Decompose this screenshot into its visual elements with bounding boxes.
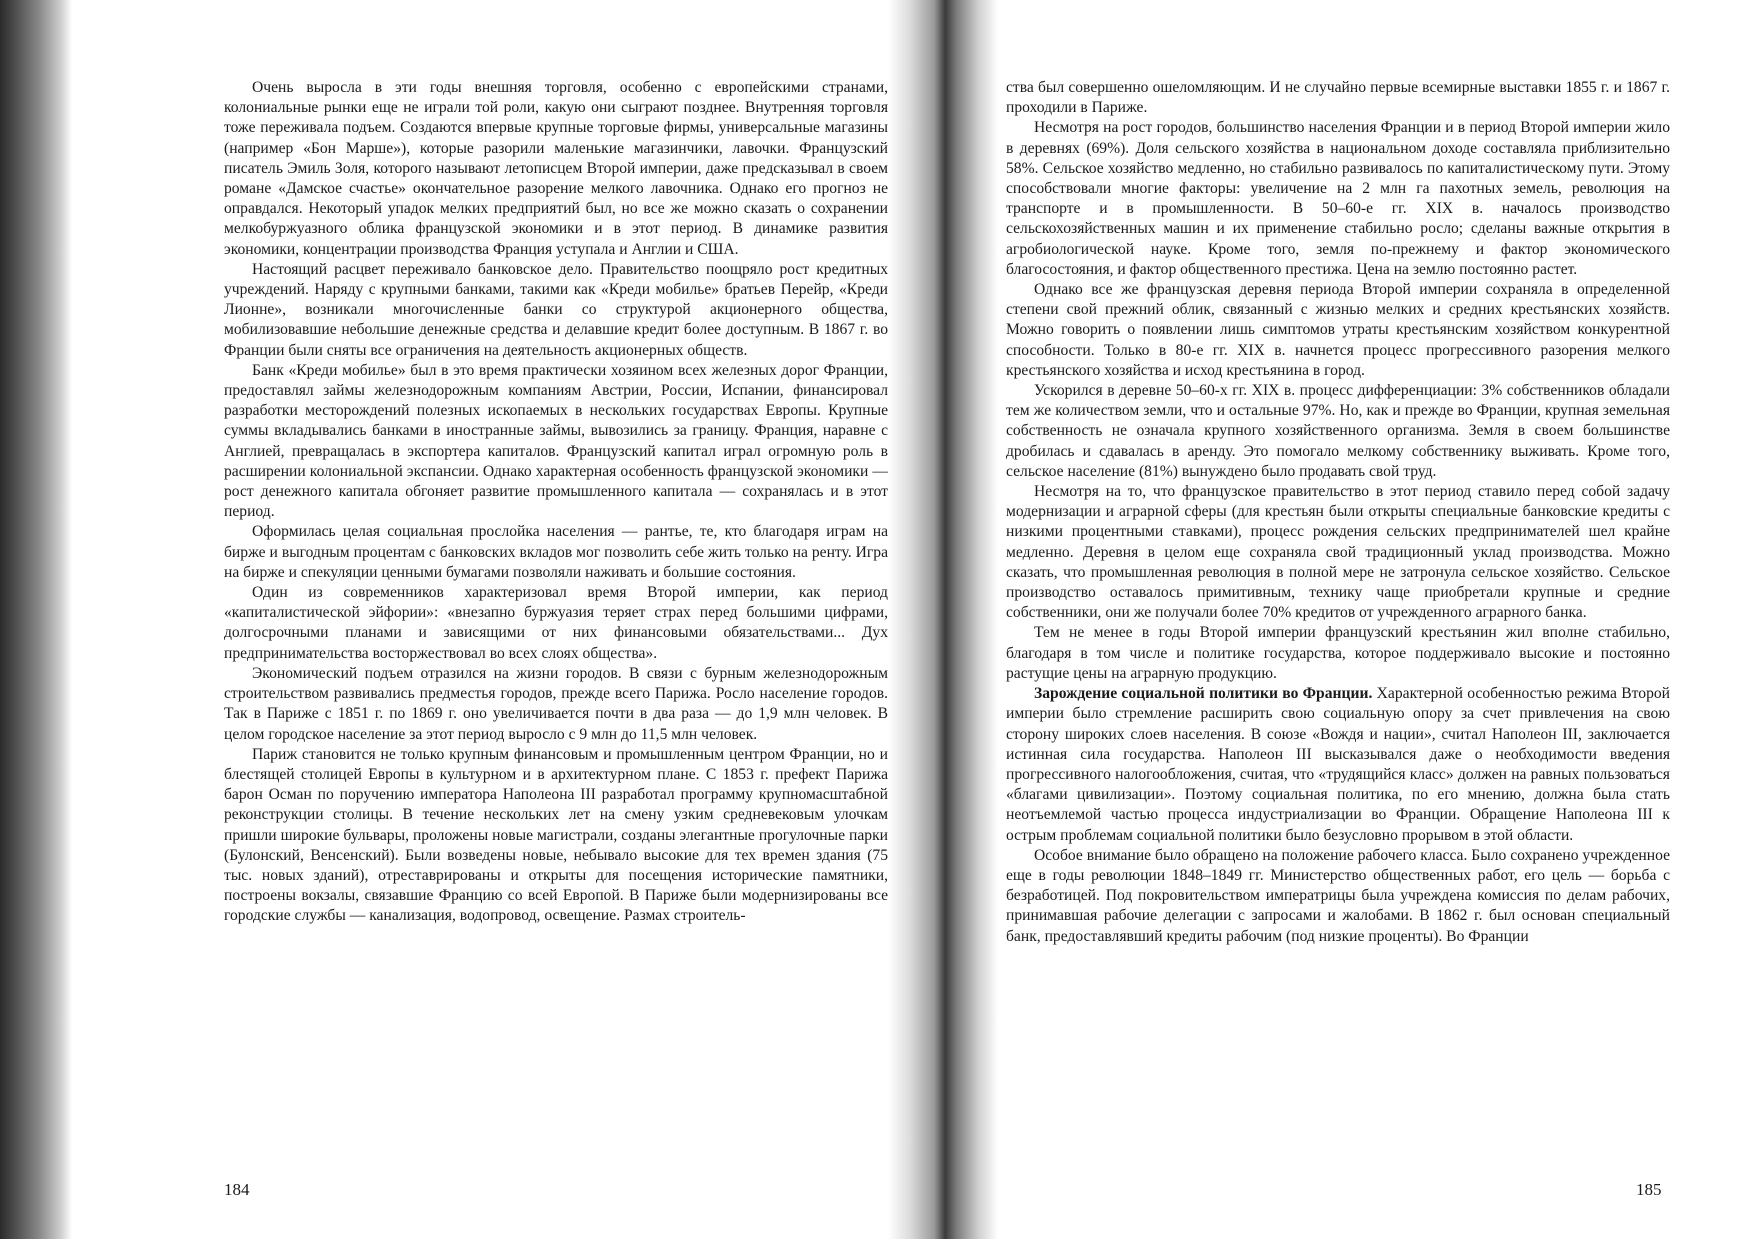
right-page (1006, 78, 1670, 947)
section-paragraph (1006, 684, 1670, 846)
paragraph: Тем не менее в годы Второй империи французский крестьянин жил вполне стабильно, благодаря в том числе и политике государства, которое поддерживало высокие и постоянно растущие цены на аграрную продукцию. (1006, 624, 1670, 682)
paragraph: Ускорился в деревне 50–60-х гг. XIX в. процесс дифференциации: 3% собственников обладали тем же количеством земли, что и остальные 97%. Но, как и прежде во Франции, крупная земельная собственность не означала крупного хозяйственного организма. Земля в своем большинстве дробилась и сдавалась в аренду. Это помогало мелкому собственнику выживать. Кроме того, сельское население (81%) вынуждено было продавать свой труд. (1006, 382, 1670, 480)
paragraph: Особое внимание было обращено на положение рабочего класса. Было сохранено учрежденное еще в годы революции 1848–1849 гг. Министерство общественных работ, его цель — борьба с безработицей. Под покровительством императрицы была учреждена комиссия по делам рабочих, принимавшая рабочие делегации с запросами и жалобами. В 1862 г. был основан специальный банк, предоставлявший кредиты рабочим (под низкие проценты). Во Франции (1006, 846, 1670, 945)
book-gutter (888, 0, 998, 1239)
paragraph: Банк «Креди мобилье» был в это время практически хозяином всех железных дорог Франции, предоставлял займы железнодорожным компаниям Австрии, России, Испании, финансировал разработки месторождений полезных ископаемых в нескольких государствах Европы. Крупные суммы вкладывались банками в иностранные займы, вывозились за границу. Франция, наравне с Англией, превращалась в экспортера капиталов. Французский капитал играл огромную роль в расширении колониальной экспансии. Однако характерная особенность французской экономики — рост денежного капитала обгоняет развитие промышленного капитала — сохранялась и в этот период. (224, 361, 888, 521)
left-page (224, 78, 888, 927)
paragraph: Один из современников характеризовал время Второй империи, как период «капиталистической эйфории»: «внезапно буржуазия теряет страх перед большими цифрами, долгосрочными планами и зависящими от них финансовыми обязательствами... Дух предпринимательства восторжествовал во всех слоях общества». (224, 584, 888, 662)
paragraph: Несмотря на то, что французское правительство в этот период ставило перед собой задачу модернизации и аграрной сферы (для крестьян были открыты специальные банковские кредиты с низкими процентными ставками), процесс рождения сельских предпринимателей шел крайне медленно. Деревня в целом еще сохраняла свой традиционный уклад производства. Можно сказать, что промышленная революция в полной мере не затронула сельское хозяйство. Сельское производство оставалось примитивным, технику чаще приобретали крупные и средние собственники, они же получали более 70% кредитов от учрежденного аграрного банка. (1006, 483, 1670, 622)
paragraph: Несмотря на рост городов, большинство населения Франции и в период Второй империи жило в деревнях (69%). Доля сельского хозяйства в национальном доходе составляла приблизительно 58%. Сельское хозяйство медленно, но стабильно развивалось по капиталистическому пути. Этому способствовали многие факторы: увеличение на 2 млн га пахотных земель, революция на транспорте и в промышленности. В 50–60-е гг. XIX в. началось производство сельскохозяйственных машин и их применение стабильно росло; сделаны важные открытия в агробиологической науке. Кроме того, земля по-прежнему и фактор экономического благосостояния, и фактор общественного престижа. Цена на землю постоянно растет. (1006, 119, 1670, 278)
paragraph: Оформилась целая социальная прослойка населения — рантье, те, кто благодаря играм на бирже и выгодным процентам с банковских вкладов мог позволить себе жить только на ренту. Игра на бирже и спекуляции ценными бумагами позволяли наживать и большие состояния. (224, 523, 888, 581)
page-edge-shadow (0, 0, 72, 1239)
paragraph: Париж становится не только крупным финансовым и промышленным центром Франции, но и блестящей столицей Европы в культурном и в архитектурном плане. С 1853 г. префект Парижа барон Осман по поручению императора Наполеона III разработал программу крупномасштабной реконструкции столицы. В течение нескольких лет на смену узким средневековым улочкам пришли широкие бульвары, проложены новые магистрали, созданы элегантные прогулочные парки (Булонский, Венсенский). Были возведены новые, небывало высокие для тех времен здания (75 тыс. новых зданий), отреставрированы и открыты для посещения исторические памятники, построены вокзалы, связавшие Францию со всей Европой. В Париже были модернизированы все городские службы — канализация, водопровод, освещение. Размах строитель- (224, 745, 888, 925)
continued-paragraph: ства был совершенно ошеломляющим. И не случайно первые всемирные выставки 1855 г. и 1867 г. проходили в Париже. (1006, 79, 1670, 117)
page-number-right: 185 (1636, 1180, 1662, 1199)
paragraph: Однако все же французская деревня периода Второй империи сохраняла в определенной степени свой прежний облик, связанный с жизнью мелких и средних крестьянских хозяйств. Можно говорить о появлении лишь симптомов утраты крестьянским хозяйством конкурентной способности. Только в 80-е гг. XIX в. начнется процесс прогрессивного разорения мелкого крестьянского хозяйства и исход крестьянина в город. (1006, 281, 1670, 379)
section-text: Характерной особенностью режима Второй империи было стремление расширить свою социальную опору за счет привлечения на свою сторону широких слоев населения. В союзе «Вождя и нации», считал Наполеон III, заключается истинная сила государства. Наполеон III высказывался даже о необходимости введения прогрессивного налогообложения, считая, что «трудящийся класс» должен на равных пользоваться «благами цивилизации». Поэтому социальная политика, по его мнению, должна была стать неотъемлемой частью процесса индустриализации во Франции. Обращение Наполеона III к острым проблемам социальной политики было безусловно прорывом в этой области. (1006, 685, 1671, 844)
section-heading: Зарождение социальной политики во Франции. (1034, 685, 1373, 703)
paragraph: Очень выросла в эти годы внешняя торговля, особенно с европейскими странами, колониальные рынки еще не играли той роли, какую они сыграют позднее. Внутренняя торговля тоже переживала подъем. Создаются впервые крупные торговые фирмы, универсальные магазины (например «Бон Марше»), которые разорили маленькие магазинчики, лавочки. Французский писатель Эмиль Золя, которого называют летописцем Второй империи, даже предсказывал в своем романе «Дамское счастье» окончательное разорение мелкого лавочника. Однако его прогноз не оправдался. Некоторый упадок мелких предприятий был, но все же можно сказать о сохранении мелкобуржуазного облика французской экономики и в этот период. В динамике развития экономики, концентрации производства Франция уступала и Англии и США. (224, 79, 888, 258)
page-number-left: 184 (224, 1180, 250, 1199)
paragraph: Настоящий расцвет переживало банковское дело. Правительство поощряло рост кредитных учреждений. Наряду с крупными банками, такими как «Креди мобилье» братьев Перейр, «Креди Лионне», возникали многочисленные банки со структурой акционерного общества, мобилизовавшие небольшие денежные средства и делавшие кредит более доступным. В 1867 г. во Франции были сняты все ограничения на деятельность акционерных обществ. (224, 260, 888, 359)
paragraph: Экономический подъем отразился на жизни городов. В связи с бурным железнодорожным строительством развивались предместья городов, прежде всего Парижа. Росло население городов. Так в Париже с 1851 г. по 1869 г. оно увеличивается почти в два раза — до 1,9 млн человек. В целом городское население за этот период выросло с 9 млн до 11,5 млн человек. (224, 664, 888, 743)
